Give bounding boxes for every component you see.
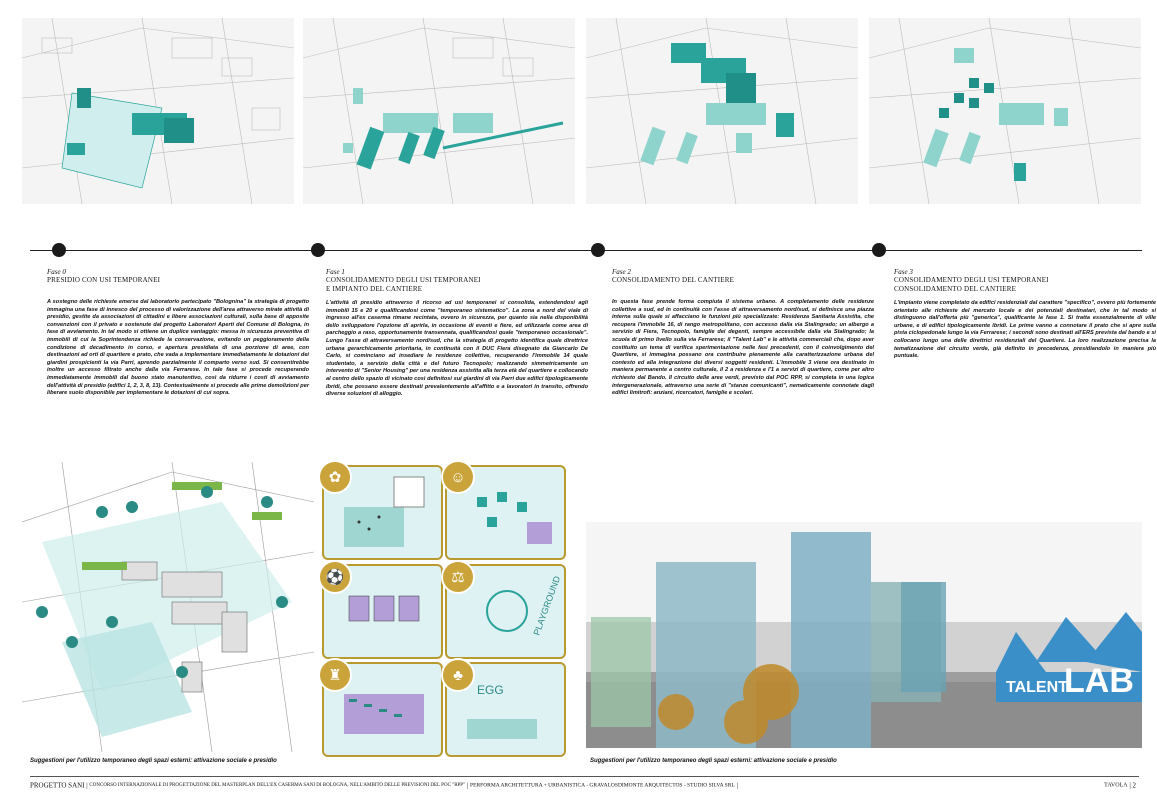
phase-body: A sostegno delle richieste emerse dal laboratorio partecipato "Bolognina" la strategia di progetto immagina una fase di innesco del processo di valorizzazione dell'area attraverso mirate attività di presidio, gestite da associazioni di cittadini e libere associazioni culturali, sulla base di apposite convenzioni con il privato e sostenute dal progetto Laboratori Aperti del Comune di Bologna, in fase di avviamento. In tal modo si ottiene un duplice vantaggio: messa in sicurezza preventiva di immobili di cui la Soprintendenza richiede la conservazione, evitando un peggioramento della condizione di decadimento in corso, e apertura presidiata di una porzione di aree, con destinazioni ad orti di quartiere e prato, che vada a implementare immediatamente le dotazioni dei giardini prospicienti la via Parri, aprendo parzialmente il comparto verso sud. Si consentirebbe inoltre un accesso filtrato anche dalla via Ferrarese. In tale fase si procede recuperando immediatamente immobili dal buono stato manutentivo, così da ridurre i costi di avviamento dell'attività di presidio (edifici 1, 2, 3, 8, 13). Contestualmente si procede alle prime demolizioni per liberare suolo disponibile per implementare le dotazioni di cui sopra. xyxy=(47,299,309,397)
phase-3-text xyxy=(894,268,1156,361)
phase-title: CONSOLIDAMENTO DEGLI USI TEMPORANEI xyxy=(894,276,1049,284)
gardening-icon: ✿ xyxy=(318,460,352,494)
caption-left: Suggestioni per l'utilizzo temporaneo degli spazi esterni: attivazione sociale e presidio xyxy=(30,758,277,764)
sheet-number: 2 xyxy=(1132,781,1136,790)
sheet-label: TAVOLA xyxy=(1104,782,1128,789)
phase-body: In questa fase prende forma compiuta il sistema urbano. A completamento delle residenze collettive a sud, ed in continuità con l'asse di attraversamento nord/sud, si definisce una piazza interna sulla quale si affacciano le funzioni più specializzate: Residenza Sanitaria Assistita, che recupera l'immobile 16, di rango metropolitano, con accesso dalla via Stalingrado; un albergo a servizio di Fiera, Tecnopolo, famiglie dei degenti, sempre accessibile dalla via Stalingrado; la scuola di primo livello sulla via Ferrarese; il "Talent Lab" e le attività commerciali che, dopo aver costituito un tema di verifica sperimentazione nelle fasi precedenti, con il coinvolgimento del Quartiere, si immagina possano ora contribuire pienamente alla caratterizzazione urbana del contesto ed alla integrazione dei diversi soggetti residenti. L'immobile 3 viene ora destinato in maniera permanente a centro culturale, il 2 a residenza e l'1 a servizi di quartiere, come per altro richiesto dal Bando. Il circuito delle aree verdi, previsto dal POC RPP, si completa in una logica intergenerazionale, attraverso una serie di "stanze comunicanti", nematicamente connotate dagli edifici limitrofi: anziani, ricercatori, famiglie e scolari. xyxy=(612,299,874,397)
phase-2-text xyxy=(612,268,874,398)
phase-3-drawing xyxy=(869,18,1141,204)
phase-label: Fase 1 xyxy=(326,268,345,276)
reading-icon: ☺ xyxy=(441,460,475,494)
seesaw-icon: ⚖ xyxy=(441,560,475,594)
phase-1-drawing xyxy=(303,18,575,204)
phase-title: CONSOLIDAMENTO DEL CANTIERE xyxy=(612,276,735,284)
timeline-dot-1 xyxy=(311,243,325,257)
footer-divider xyxy=(30,776,1139,777)
masterplan-drawing xyxy=(22,462,314,752)
egg-sign: EGG xyxy=(477,683,504,697)
project-name: PROGETTO SANI xyxy=(30,781,85,790)
team-text: PERFORMA ARCHITETTURA + URBANISTICA - GRAVALOSDIMONTE ARQUITECTOS - STUDIO SILVA SRL xyxy=(470,782,735,789)
phase-label: Fase 3 xyxy=(894,268,913,276)
phase-body: L'attività di presidio attraverso il ricorso ad usi temporanei si consolida, estendendosi agli immobili 15 e 20 e qualificandosi come "temporaneo sistematico". La zona a nord del viale di ingresso all'ex caserma rimane recintata, ovvero in sicurezza, per quanto sia nella disponibilità dello sviluppatore l'opzione di aprirla, in occasione di eventi e fiere, ed utilizzarla come area di parcheggio a raso, opportunamente transennata, qualificandosi quale "temporaneo occasionale". Lungo l'asse di attraversamento nord/sud, che la strategia di progetto identifica quale direttrice urbana gerarchicamente prioritaria, in continuità con il DUC Fiera disegnato da Giancarlo De Carlo, si cominciano ad insediare le residenze collettive, recuperando l'immobile 14 quale studentato, a servizio della città e del futuro Tecnopolo; realizzando simmetricamente un intervento di "Senior Housing" per una residenza assistita alla terza età del quartiere e collocando al centro dello spazio di vicinato così definitosi sui giardini di via Parri due edifici tipologicamente ibridi, che possano essere destinati prevalentemente all'affitto e a lavoratori in transito, offrendo diverse soluzioni di alloggio. xyxy=(326,300,588,398)
market-icon: ♜ xyxy=(318,658,352,692)
phase-subtitle: E IMPIANTO DEL CANTIERE xyxy=(326,285,423,293)
phase-0-map xyxy=(22,18,294,204)
lab-sign: LAB xyxy=(1064,662,1134,700)
hands-icon: ♣ xyxy=(441,658,475,692)
talent-lab-render xyxy=(586,522,1142,748)
phase-label: Fase 0 xyxy=(47,268,66,276)
sheet-number-group: TAVOLA | 2 xyxy=(1104,781,1136,790)
phase-1-map xyxy=(303,18,575,204)
phase-label: Fase 2 xyxy=(612,268,631,276)
footer: PROGETTO SANI | CONCORSO INTERNAZIONALE DI PROGETTAZIONE DEL MASTERPLAN DELL'EX CASERMA SANI DI BOLOGNA, NELL'AMBITO DELLE PREVISIONI DEL POC "RPP" | PERFORMA ARCHITETTURA + URBANISTICA - GRAVALOSDIMONTE ARQUITECTOS - STUDIO SILVA SRL | TAVOLA | 2 xyxy=(30,781,1136,790)
render-drawing xyxy=(586,522,1142,748)
timeline-dot-2 xyxy=(591,243,605,257)
sports-icon: ⚽ xyxy=(318,560,352,594)
timeline-line xyxy=(30,250,1142,251)
phase-title: PRESIDIO CON USI TEMPORANEI xyxy=(47,276,161,284)
competition-text: CONCORSO INTERNAZIONALE DI PROGETTAZIONE DEL MASTERPLAN DELL'EX CASERMA SANI DI BOLOGNA, NELL'AMBITO DELLE PREVISIONI DEL POC "RPP" xyxy=(89,782,466,788)
phase-0-text xyxy=(47,268,309,398)
playground-sign: PLAYGROUND xyxy=(531,574,563,637)
timeline-dot-3 xyxy=(872,243,886,257)
talent-sign: TALENT xyxy=(1006,679,1068,696)
masterplan-axonometric xyxy=(22,462,314,752)
phase-subtitle: CONSOLIDAMENTO DEL CANTIERE xyxy=(894,285,1017,293)
phase-3-map xyxy=(869,18,1141,204)
phase-2-drawing xyxy=(586,18,858,204)
phase-0-drawing xyxy=(22,18,294,204)
phase-body: L'impianto viene completato da edifici residenziali dal carattere "specifico", ovvero più fortemente orientato alle richieste del mercato locale e dei potenziali destinatari, che in tal modo si distinguono dall'offerta più "generica", qualificante la fase 1. Si tratta essenzialmente di ville urbane, e di edifici tipologicamente ibridi. Le prime vanno a connotare il prato che si apre sulla pista ciclopedonale lungo la via Ferrarese; i secondi sono destinati all'ERS prevista dal bando e si collocano lungo una delle direttrici residenziali del Quartiere. La loro realizzazione precisa la tematizzazione del circuito verde, già definito in precedenza, presidiandolo in maniera più puntuale. xyxy=(894,300,1156,360)
phase-2-map xyxy=(586,18,858,204)
phase-1-text xyxy=(326,268,588,399)
phase-title: CONSOLIDAMENTO DEGLI USI TEMPORANEI xyxy=(326,276,481,284)
timeline-dot-0 xyxy=(52,243,66,257)
caption-right: Suggestioni per l'utilizzo temporaneo degli spazi esterni: attivazione sociale e presidio xyxy=(590,758,837,764)
